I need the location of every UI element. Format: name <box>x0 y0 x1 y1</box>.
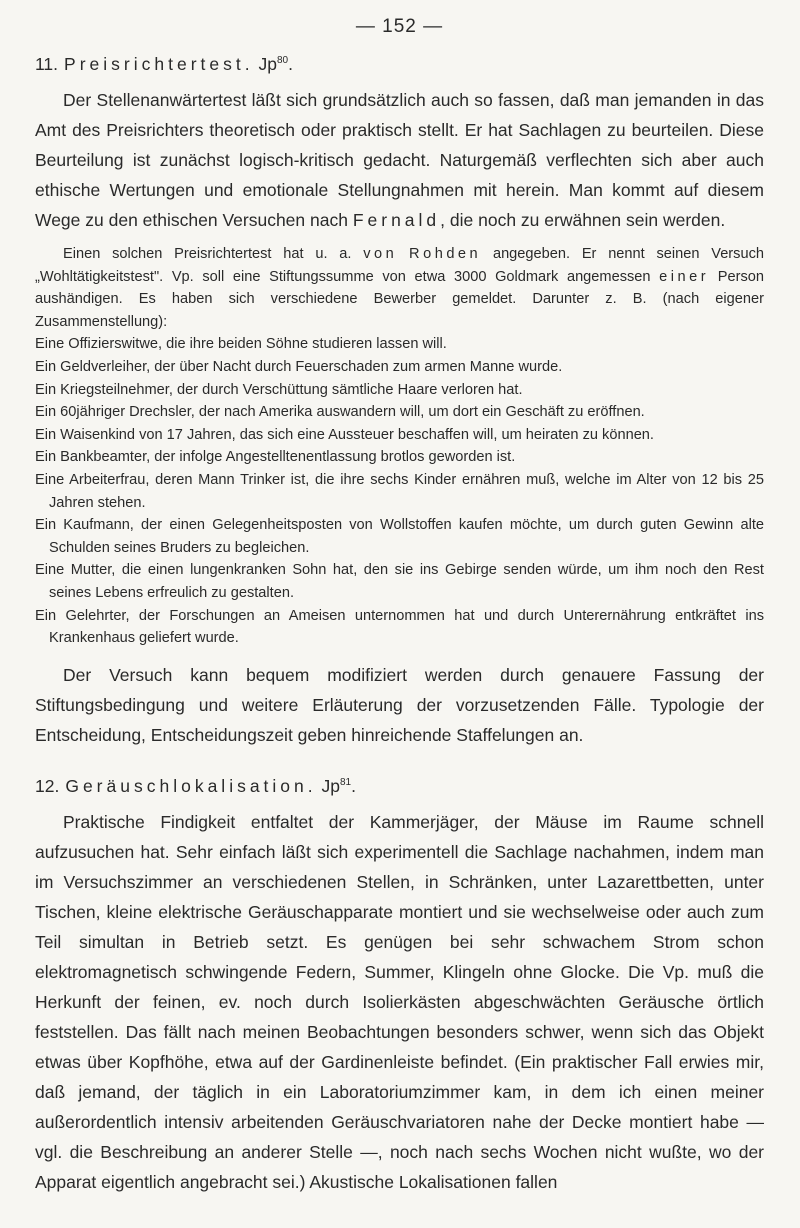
section-code: Jp <box>258 54 277 74</box>
list-item: Ein Geldverleiher, der über Nacht durch Feuerschaden zum armen Manne wurde. <box>35 358 563 375</box>
paragraph-text: , die noch zu erwähnen sein werden. <box>440 210 726 230</box>
section-number: 11. <box>35 54 59 74</box>
list-item: Eine Arbeiterfrau, deren Mann Trinker ist, die ihre sechs Kinder ernähren muß, welche im Alter von 12 bis 25 Jahren stehen. <box>35 471 764 511</box>
emphasis-word: von <box>363 246 398 262</box>
list-item: Ein Gelehrter, der Forschungen an Ameisen unternommen hat und durch Unterernährung entkräftet ins Krankenhaus geliefert wurde. <box>35 607 764 647</box>
paragraph <box>35 85 764 235</box>
section-title: Preisrichtertest. <box>64 54 254 74</box>
list-item: Ein Kaufmann, der einen Gelegenheitsposten von Wollstoffen kaufen möchte, um durch guten Gewinn alte Schulden seines Bruders zu begleichen. <box>35 517 764 556</box>
list-item: Ein Kriegsteilnehmer, der durch Verschüttung sämtliche Haare verloren hat. <box>35 381 523 398</box>
list-item: Ein Bankbeamter, der infolge Angestelltenentlassung brotlos geworden ist. <box>35 449 516 466</box>
paragraph-text: angegeben. Er nennt seinen Versuch „Wohltätigkeitstest". Vp. soll eine Stiftungssumme von etwa 3000 Goldmark angemessen <box>35 246 764 285</box>
paragraph-text: Der Stellenanwärtertest läßt sich grundsätzlich auch so fassen, daß man jemanden in das Amt des Preisrichters theoretisch oder praktisch stellt. Er hat Sachlagen zu beurteilen. Diese Beurteilung ist zunächst logisch-kritisch gedacht. Naturgemäß verflechten sich aber auch ethische Wertungen und emotionale Stellungnahmen mit herein. Man kommt auf diesem Wege zu den ethischen Versuchen nach <box>35 90 764 230</box>
section-number: 12. <box>35 775 60 796</box>
author-name: Fernald <box>352 210 441 230</box>
page-number: — 152 — <box>355 16 444 37</box>
paragraph <box>35 243 764 333</box>
list-item: Eine Offizierswitwe, die ihre beiden Söhne studieren lassen will. <box>35 336 447 353</box>
list-item: Ein Waisenkind von 17 Jahren, das sich eine Aussteuer beschaffen will, um heiraten zu können. <box>35 426 654 443</box>
section-code-superscript: 81 <box>340 776 352 788</box>
paragraph: Der Versuch kann bequem modifiziert werden durch genauere Fassung der Stiftungsbedingung und weitere Erläuterung der vorzusetzenden Fälle. Typologie der Entscheidung, Entscheidungszeit geben hinreichende Staffelungen an. <box>35 664 764 745</box>
author-name: Rohden <box>409 246 482 262</box>
section-11-heading: 11. Preisrichtertest. Jp$^{80}$. <box>35 54 293 74</box>
paragraph-text: Person aushändigen. Es haben sich verschiedene Bewerber gemeldet. Darunter z. B. (nach eigener Zusammenstellung): <box>35 268 764 330</box>
list-item: Eine Mutter, die einen lungenkranken Sohn hat, den sie ins Gebirge senden würde, um ihm noch den Rest seines Lebens erfreulich zu gestalten. <box>35 562 764 601</box>
paragraph-text: Einen solchen Preisrichtertest hat u. a. <box>63 246 352 262</box>
section-code-superscript: 80 <box>276 55 289 67</box>
section-title: Geräuschlokalisation. <box>65 775 317 796</box>
section-code: Jp <box>321 775 340 796</box>
emphasis-word: einer <box>659 268 710 285</box>
paragraph: Praktische Findigkeit entfaltet der Kammerjäger, der Mäuse im Raume schnell aufzusuchen hat. Sehr einfach läßt sich experimentell die Sachlage nachahmen, indem man im Versuchszimmer an verschiedenen Stellen, in Schränken, unter Lazarettbetten, unter Tischen, kleine elektrische Geräuschapparate montiert und sie wechselweise oder auch zum Teil simultan in Betrieb setzt. Es genügen bei sehr schwachem Strom schon elektromagnetisch schwingende Federn, Summer, Klingeln ohne Glocke. Die Vp. muß die Herkunft der feinen, ev. noch durch Isolierkästen abgeschwächten Geräusche örtlich feststellen. Das fällt nach meinen Beobachtungen besonders schwer, wenn sich das Objekt etwas über Kopfhöhe, etwa auf der Gardinenleiste befindet. (Ein praktischer Fall erwies mir, daß jemand, der täglich in ein Laboratoriumzimmer kam, in dem ich einen meiner außerordentlich intensiv arbeitenden Geräuschvariatoren nahe der Decke montiert habe — vgl. die Beschreibung an anderer Stelle —, noch nach sechs Wochen nicht wußte, wo der Apparat eigentlich angebracht sei.) Akustische Lokalisationen fallen <box>35 811 764 1192</box>
section-12-heading: 12. Geräuschlokalisation. Jp$^{81}$. <box>35 775 356 796</box>
case-list <box>35 333 764 649</box>
list-item: Ein 60jähriger Drechsler, der nach Amerika auswandern will, um dort ein Geschäft zu eröffnen. <box>35 404 645 421</box>
